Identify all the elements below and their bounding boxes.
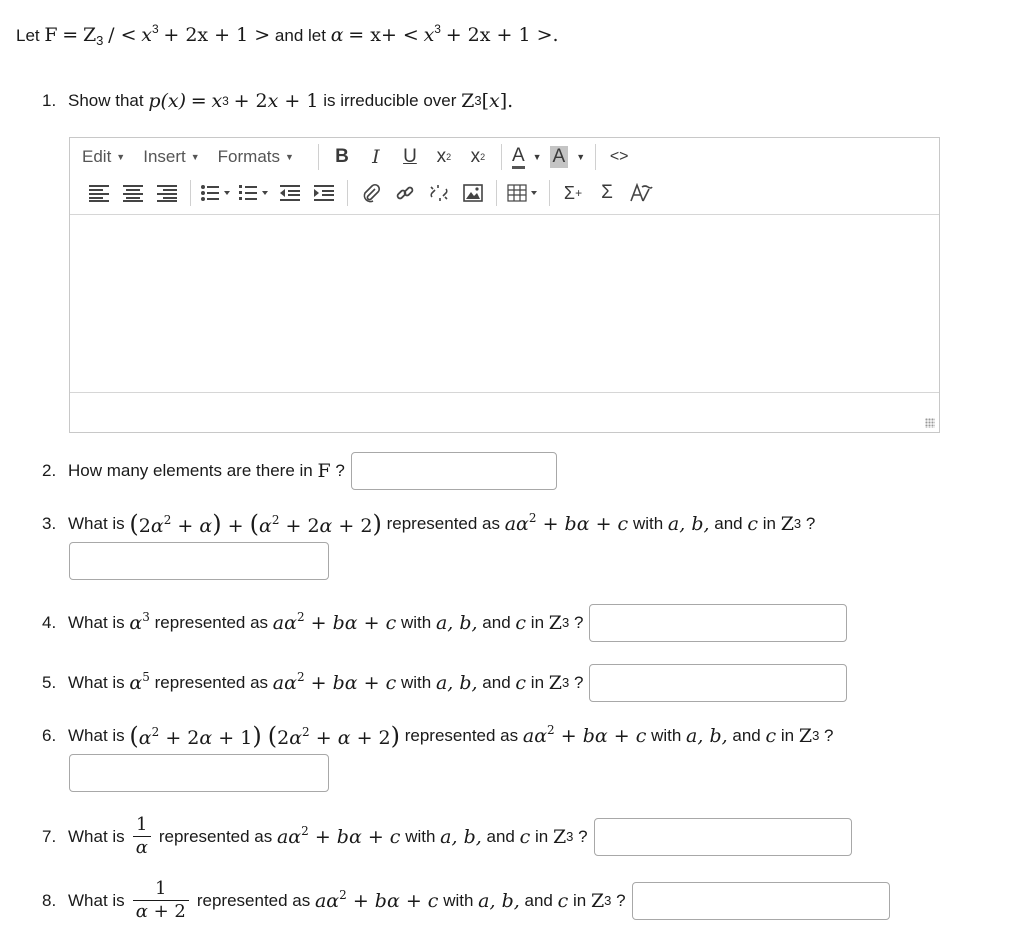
rich-text-editor [69, 137, 940, 433]
unlink-icon[interactable] [426, 179, 452, 207]
answer-input-4[interactable] [589, 604, 847, 642]
formats-menu[interactable]: Formats ▼ [217, 147, 294, 166]
question-3: 3. What is $(2\alpha^2 + \alpha) + (\alpha^2 + 2\alpha + 2)$ represented as $a\alpha^2 + b\alpha + c$ with a, b, and c in Z 3 ? [42, 510, 816, 538]
indent-icon[interactable] [311, 179, 337, 207]
align-left-icon[interactable] [86, 179, 112, 207]
insert-equation-icon[interactable]: Σ + [563, 182, 583, 203]
fraction-one-over-alpha: $\frac{1}{\alpha}$ [133, 814, 151, 859]
font-color-button[interactable]: A ▼ [512, 143, 542, 171]
answer-input-2[interactable] [351, 452, 557, 490]
superscript-button[interactable]: x 2 [470, 146, 486, 167]
special-characters-icon[interactable] [628, 179, 654, 207]
image-icon[interactable] [460, 179, 486, 207]
numbered-list-icon[interactable] [239, 179, 269, 207]
attachment-icon[interactable] [358, 179, 384, 207]
editor-toolbar-row-1 [70, 138, 939, 176]
question-2: 2. How many elements are there in F ? [42, 452, 557, 490]
question-7: 7. What is $\frac{1}{\alpha}$ represented as $a\alpha^2 + b\alpha + c$ with a, b, and c in Z 3 ? [42, 814, 852, 859]
align-right-icon[interactable] [154, 179, 180, 207]
question-8: 8. What is $\frac{1}{\alpha + 2}$ represented as $a\alpha^2 + b\alpha + c$ with a, b, and c in Z 3 ? [42, 878, 890, 923]
table-icon[interactable] [507, 179, 539, 207]
outdent-icon[interactable] [277, 179, 303, 207]
link-icon[interactable] [392, 179, 418, 207]
question-4: 4. What is $\alpha^3$ represented as $a\alpha^2 + b\alpha + c$ with a, b, and c in Z 3 ? [42, 604, 847, 642]
chevron-down-icon: ▼ [190, 152, 200, 162]
bullet-list-icon[interactable] [201, 179, 231, 207]
problem-statement: Let $F = Z_3$ / < $x^3 + 2x + 1$ > and let $\alpha = x+ < x^3 + 2x + 1$ >. [16, 22, 559, 48]
answer-input-6[interactable] [69, 754, 329, 792]
align-center-icon[interactable] [120, 179, 146, 207]
background-color-button[interactable]: A ▼ [550, 143, 586, 171]
resize-handle-icon[interactable] [925, 418, 935, 428]
answer-input-3[interactable] [69, 542, 329, 580]
source-code-button[interactable]: <> [609, 148, 629, 165]
question-6: 6. What is $(\alpha^2 + 2\alpha + 1) (2\alpha^2 + \alpha + 2)$ represented as $a\alpha^2 + b\alpha + c$ with a, b, and c in Z 3 ? [42, 722, 834, 750]
field-symbol: F [44, 24, 58, 46]
answer-input-8[interactable] [632, 882, 890, 920]
editor-content-area[interactable] [70, 215, 939, 393]
insert-menu[interactable]: Insert ▼ [143, 147, 200, 166]
bold-button[interactable]: B [335, 146, 349, 167]
answer-input-5[interactable] [589, 664, 847, 702]
answer-input-7[interactable] [594, 818, 852, 856]
question-5: 5. What is $\alpha^5$ represented as $a\alpha^2 + b\alpha + c$ with a, b, and c in Z 3 ? [42, 664, 847, 702]
question-1: 1. Show that p(x) = x 3 + 2x + 1 is irreducible over Z 3 [x]. [42, 90, 514, 112]
editor-statusbar [70, 392, 939, 432]
editor-toolbar-row-2 [70, 174, 939, 212]
fraction-one-over-alpha-plus-two: $\frac{1}{\alpha + 2}$ [133, 878, 189, 923]
chevron-down-icon: ▼ [116, 152, 126, 162]
edit-menu[interactable]: Edit ▼ [82, 147, 126, 166]
chevron-down-icon: ▼ [285, 152, 294, 162]
sigma-icon[interactable]: Σ [601, 182, 613, 203]
italic-button[interactable]: I [372, 146, 380, 168]
underline-button[interactable]: U [403, 146, 417, 167]
subscript-button[interactable]: x 2 [436, 146, 452, 167]
